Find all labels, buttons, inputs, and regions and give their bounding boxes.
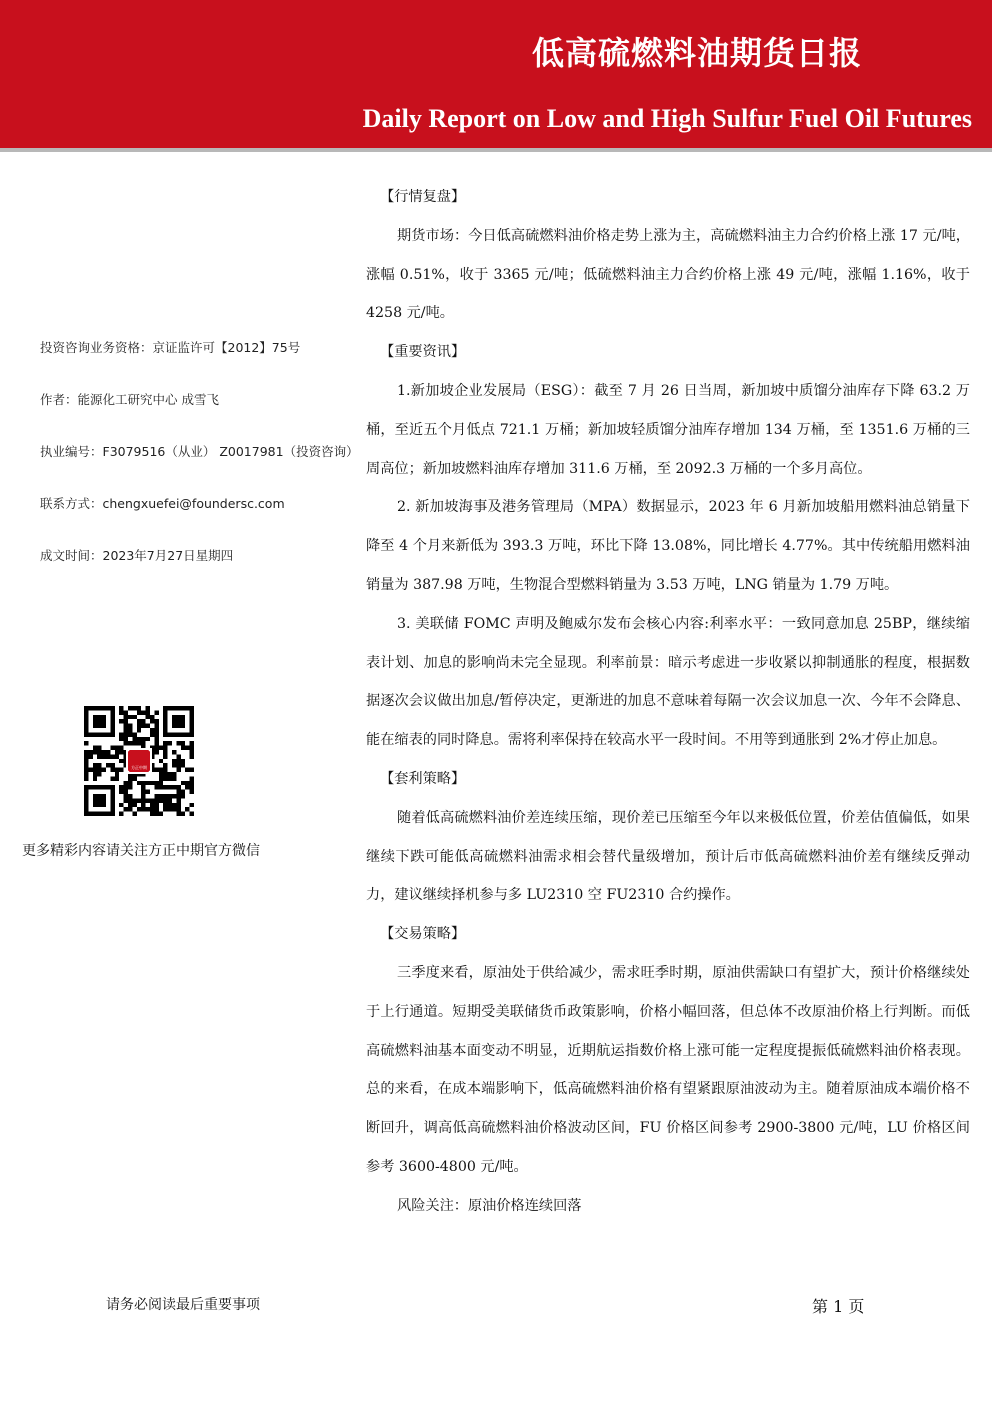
report-body xyxy=(366,178,970,1226)
qr-code-icon[interactable] xyxy=(84,706,194,816)
paragraph-news-2: 2. 新加坡海事及港务管理局（MPA）数据显示，2023 年 6 月新加坡船用燃料油总销量下降至 4 个月来新低为 393.3 万吨，环比下降 13.08%，同比增长 4.77%。其中传统船用燃料油销量为 387.98 万吨，生物混合型燃料销量为 3.53 万吨，LNG 销量为 1.79 万吨。 xyxy=(366,499,970,593)
report-header xyxy=(0,0,992,152)
author-text: 作者：能源化工研究中心 成雪飞 xyxy=(40,392,219,407)
footer-notice: 请务必阅读最后重要事项 xyxy=(106,1297,260,1313)
license-text: 执业编号：F3079516（从业） Z0017981（投资咨询） xyxy=(40,444,359,459)
section-title-key-news: 【重要资讯】 xyxy=(380,344,466,361)
page-number: 第 1 页 xyxy=(812,1297,865,1316)
contact-email: 联系方式：chengxuefei@foundersc.com xyxy=(40,496,285,511)
paragraph-news-3: 3. 美联储 FOMC 声明及鲍威尔发布会核心内容:利率水平：一致同意加息 25BP，继续缩表计划、加息的影响尚未完全显现。利率前景：暗示考虑进一步收紧以抑制通胀的程度，根据数据逐次会议做出加息/暂停决定，更渐进的加息不意味着每隔一次会议加息一次、今年不会降息、能在缩表的同时降息。需将利率保持在较高水平一段时间。不用等到通胀到 2%才停止加息。 xyxy=(366,615,970,749)
qualification-text: 投资咨询业务资格：京证监许可【2012】75号 xyxy=(40,340,301,355)
section-title-market-review: 【行情复盘】 xyxy=(380,189,466,205)
qr-caption: 更多精彩内容请关注方正中期官方微信 xyxy=(22,843,260,859)
section-title-arbitrage: 【套利策略】 xyxy=(380,770,466,787)
publish-date: 成文时间：2023年7月27日星期四 xyxy=(40,548,234,563)
section-title-trading: 【交易策略】 xyxy=(380,926,466,943)
paragraph-trading: 三季度来看，原油处于供给减少，需求旺季时期，原油供需缺口有望扩大，预计价格继续处于上行通道。短期受美联储货币政策影响，价格小幅回落，但总体不改原油价格上行判断。而低高硫燃料油基本面变动不明显，近期航运指数价格上涨可能一定程度提振低硫燃料油价格表现。总的来看，在成本端影响下，低高硫燃料油价格有望紧跟原油波动为主。随着原油成本端价格不断回升，调高低高硫燃料油价格波动区间，FU 价格区间参考 2900-3800 元/吨，LU 价格区间参考 3600-4800 元/吨。 xyxy=(366,964,970,1175)
paragraph-market-review: 期货市场：今日低高硫燃料油价格走势上涨为主，高硫燃料油主力合约价格上涨 17 元/吨，涨幅 0.51%，收于 3365 元/吨；低硫燃料油主力合约价格上涨 49 元/吨，涨幅 1.16%，收于 4258 元/吨。 xyxy=(366,227,970,322)
report-title-cn: 低高硫燃料油期货日报 xyxy=(531,34,862,72)
risk-note: 风险关注：原油价格连续回落 xyxy=(397,1197,582,1214)
qr-logo-label xyxy=(131,765,147,770)
paragraph-news-1: 1.新加坡企业发展局（ESG）：截至 7 月 26 日当周，新加坡中质馏分油库存下降 63.2 万桶，至近五个月低点 721.1 万桶；新加坡轻质馏分油库存增加 134 万桶，至 1351.6 万桶的三周高位；新加坡燃料油库存增加 311.6 万桶，至 2092.3 万桶的一个多月高位。 xyxy=(366,382,970,477)
paragraph-arbitrage: 随着低高硫燃料油价差连续压缩，现价差已压缩至今年以来极低位置，价差估值偏低，如果继续下跌可能低高硫燃料油需求相会替代量级增加，预计后市低高硫燃料油价差有继续反弹动力，建议继续择机参与多 LU2310 空 FU2310 合约操作。 xyxy=(366,809,970,904)
report-title-en: Daily Report on Low and High Sulfur Fuel Oil Futures xyxy=(362,104,972,133)
